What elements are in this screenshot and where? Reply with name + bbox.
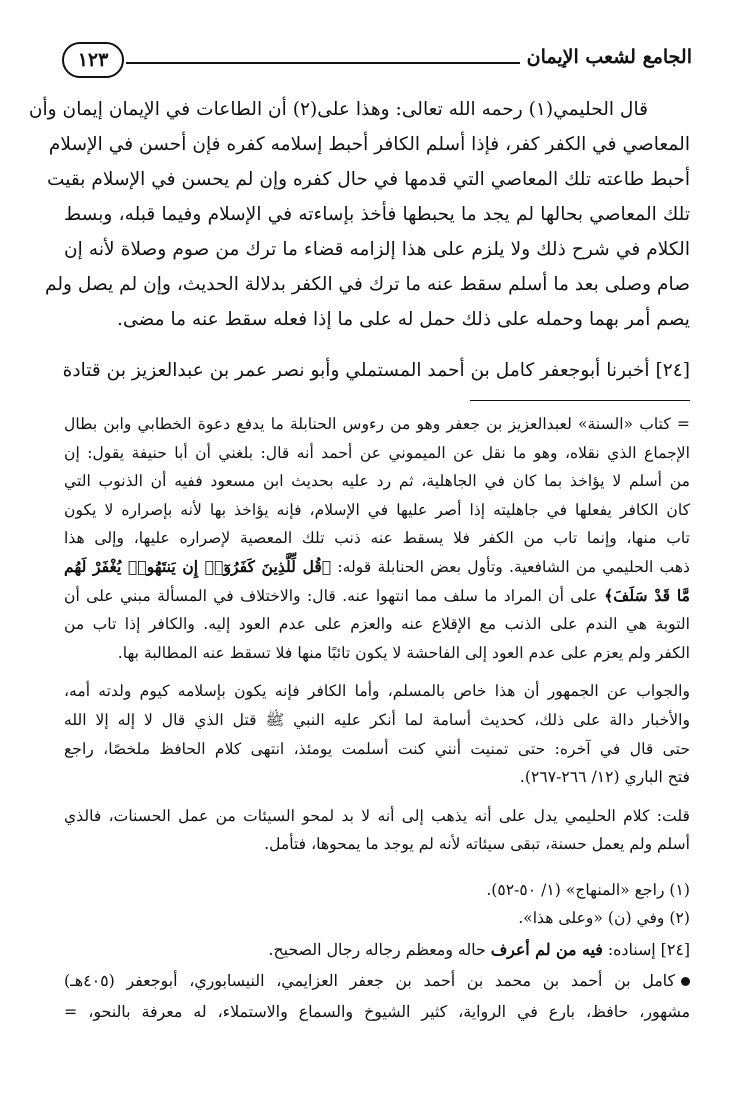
main-line: تلك المعاصي بحالها لم يجد ما يحبطها فأخذ بإساءته في الإسلام وفيما قبله، وبسط xyxy=(64,204,690,225)
main-line: الكلام في شرح ذلك ولا يلزم على هذا إلزامه قضاء ما ترك من صوم وصلاة لأنه إن xyxy=(64,239,690,260)
note-line: والأخبار دالة على ذلك، كحديث أسامة لما أنكر عليه النبي ﷺ قتل الذي قال لا إله إلا الله xyxy=(64,710,690,729)
note-line: أسلم ولم يعمل حسنة، تبقى سيئاته لأنه لم يوجد ما يمحوها، فتأمل. xyxy=(264,835,690,854)
main-line: صام وصلى بعد ما أسلم سقط عنه ما ترك في الكفر بدلالة الحديث، وإن لم يصل ولم xyxy=(44,274,690,295)
quran-verse: مَّا قَدْ سَلَفَ﴾ xyxy=(604,585,690,605)
note-line: والجواب عن الجمهور أن هذا خاص بالمسلم، وأما الكافر فإنه يكون بإسلامه كيوم ولدته أمه، xyxy=(64,682,690,701)
page-number: ١٢٣ xyxy=(62,42,124,78)
hadith-chain-line: [٢٤] أخبرنا أبوجعفر كامل بن أحمد المستملي وأبو نصر عمر بن عبدالعزيز بن قتادة xyxy=(62,360,690,381)
footnote-separator xyxy=(470,400,690,401)
note-line: حتى قال في آخره: حتى تمنيت أنني كنت أسلمت يومئذ، انتهى كلام الحافظ ملخصًا، راجع xyxy=(64,739,690,758)
quran-verse: ﴿قُل لِّلَّذِينَ كَفَرُوٓا۟ إِن يَنتَهُوا۟ يُغْفَرْ لَهُم xyxy=(64,556,332,576)
note-line: من أسلم لا يؤاخذ بما كان في الجاهلية، ثم رد عليه بحديث ابن مسعود ففيه أن الذنوب التي xyxy=(64,472,690,491)
note-line: الكفر ولم يعزم على عدم العود إلى الفاحشة لا يكون تائبًا منها فلا تسقط عنه المطالبة بها. xyxy=(117,643,690,662)
footnotes xyxy=(64,876,690,932)
note-line: الإجماع الذي نقلاه، وهو ما نقل عن الميموني عن أحمد أنه قال: بلغني أن أبا حنيفة يقول: إن xyxy=(64,443,690,462)
footnote-1: (١) راجع «المنهاج» (١/ ٥٠-٥٢). xyxy=(486,881,690,899)
note-line xyxy=(64,553,690,582)
header-rule xyxy=(126,62,520,64)
narrator-text: كامل بن أحمد بن محمد بن أحمد بن جعفر العزايمي، النيسابوري، أبوجعفر (٤٠٥هـ) xyxy=(64,971,675,990)
isnad-bold: فيه من لم أعرف xyxy=(490,940,603,959)
bullet-icon xyxy=(681,977,690,986)
note-text: على أن المراد ما سلف مما انتهوا عنه. قال: والاختلاف في المسألة مبني على أن xyxy=(64,586,605,605)
isnad-rest: حاله ومعظم رجاله رجال الصحيح. xyxy=(268,940,491,959)
main-text xyxy=(28,92,690,337)
isnad-label: [٢٤] إسناده: xyxy=(602,940,690,959)
continued-note xyxy=(64,410,690,859)
note-line: التوبة هي الندم على الذنب مع الإقلاع عنه والعزم على عدم العود إليه. والكافر إذا تاب من xyxy=(64,615,690,634)
note-text: ذهب الحليمي من الشافعية. وتأول بعض الحنابلة قوله: xyxy=(331,557,690,576)
note-line: كان الكافر يفعلها في جاهليته إذا أصر عليها في الإسلام، فإنه يؤاخذ بها لأنه بإصراره لا يكون xyxy=(64,500,690,519)
note-line: = كتاب «السنة» لعبدالعزيز بن جعفر وهو من رءوس الحنابلة ما يدفع دعوة الخطابي وابن بطال xyxy=(64,415,690,433)
narrator-line xyxy=(64,965,690,996)
main-line: قال الحليمي(١) رحمه الله تعالى: وهذا على(٢) أن الطاعات في الإيمان إيمان وأن xyxy=(28,99,648,120)
isnad-summary xyxy=(64,934,690,965)
note-line xyxy=(64,582,690,611)
footnote-2: (٢) وفي (ن) «وعلى هذا». xyxy=(518,909,690,927)
note-line: فتح الباري (١٢/ ٢٦٦-٢٦٧). xyxy=(519,768,690,787)
note-line: قلت: كلام الحليمي يدل على أنه يذهب إلى أنه لا بد لمحو السيئات من عمل الحسنات، فالذي xyxy=(64,806,690,825)
main-line: المعاصي في الكفر كفر، فإذا أسلم الكافر أحبط إسلامه كفره فإن أحسن في الإسلام xyxy=(48,134,690,155)
note-line: تاب منها، وإنما تاب من الكفر فلا يسقط عنه ذنب تلك المعصية لإصراره عليها، وإلى هذا xyxy=(64,529,690,548)
narrator-line: مشهور، حافظ، بارع في الرواية، كثير الشيوخ والسماع والاستملاء، له معرفة بالنحو، = xyxy=(64,1002,690,1021)
book-title: الجامع لشعب الإيمان xyxy=(526,46,692,68)
main-line: يصم أمر بهما وحمله على ذلك حمل له على ما إذا فعله سقط عنه ما مضى. xyxy=(117,309,690,330)
page-header xyxy=(62,42,692,82)
main-line: أحبط طاعته تلك المعاصي التي قدمها في حال كفره وإن لم يحسن في الإسلام بقيت xyxy=(47,169,690,190)
isnad-section xyxy=(64,934,690,1027)
